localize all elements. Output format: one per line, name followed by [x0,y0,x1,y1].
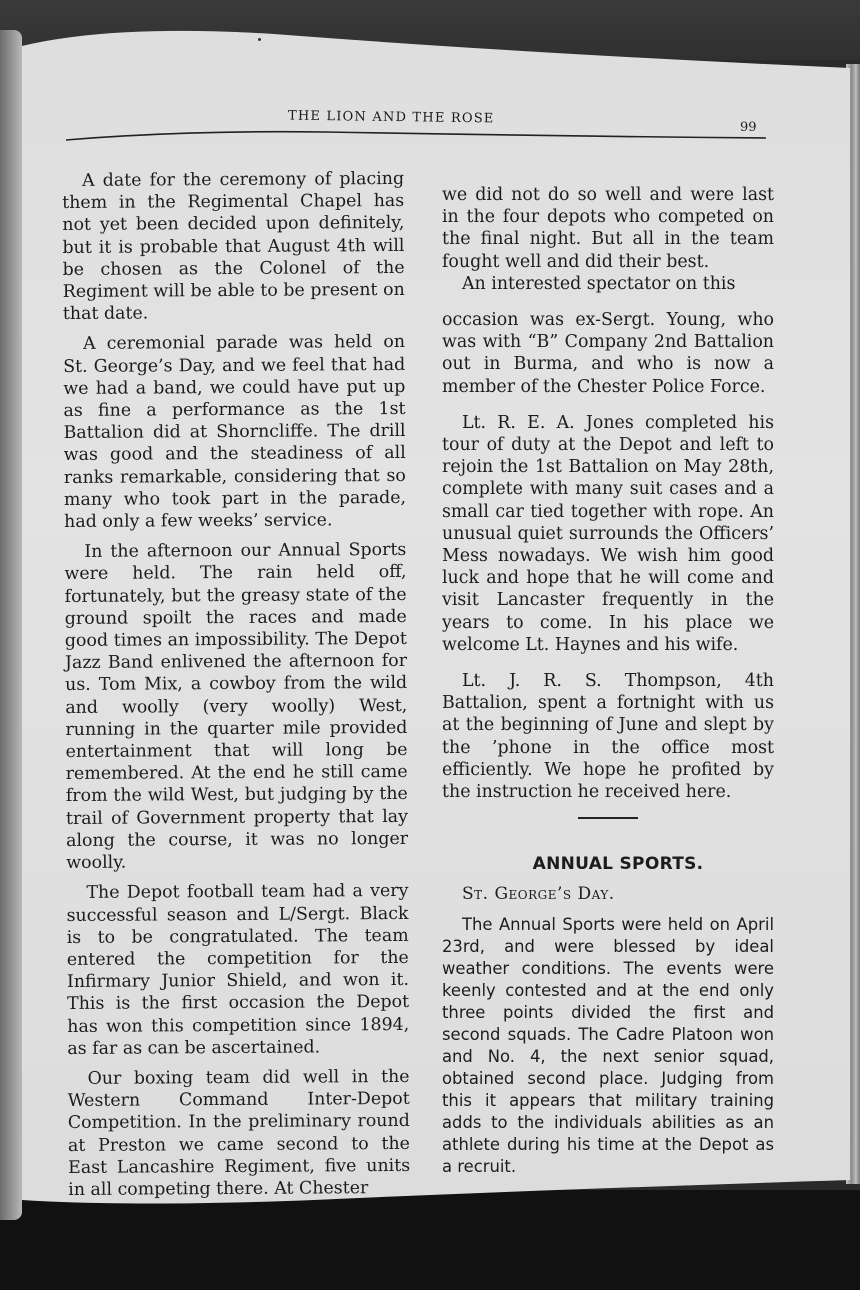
paragraph-annual-sports-afternoon: In the afternoon our Annual Sports were held. The rain held off, fortunately, but the greasy state of the ground spoilt the races and made good times an impossibility. The Depot Jazz Band enlivened the afternoon for us. Tom Mix, a cowboy from the wild and woolly (very woolly) West, running in the quarter mile provided entertainment that will long be remembered. At the end he still came from the wild West, but judging by the trail of Government property that lay along the course, it was no longer woolly. [64,540,409,874]
paragraph-boxing-continued: we did not do so well and were last in the four depots who competed on the final night. But all in the team fought well and did their best. [442,185,774,272]
paragraph-lt-jones: Lt. R. E. A. Jones completed his tour of duty at the Depot and left to rejoin the 1st Battalion on May 28th, complete with many suit cases and a small car tied together with rope. An unusual quiet surrounds the Officers’ Mess nowadays. We wish him good luck and hope that he will come and visit Lancaster frequently in the years to come. In his place we welcome Lt. Haynes and his wife. [442,412,774,655]
section-divider [578,817,638,819]
section-heading-annual-sports: ANNUAL SPORTS. [532,854,704,875]
left-page-edge [0,30,22,1220]
header-rule [66,128,766,142]
paragraph-spectator-start: An interested spectator on this [462,273,736,294]
sub-heading-st-georges-day: St. George’s Day. [462,884,615,905]
running-title: THE LION AND THE ROSE [287,108,495,127]
paragraph-annual-sports-results: The Annual Sports were held on April 23rd, and were blessed by ideal weather conditions. The events were keenly contested and at the end only three points divided the first and second squads. The Cadre Platoon won and No. 4, the next senior squad, obtained second place. Judging from this it appears that military training adds to the individuals abilities as an athlete during his time at the Depot as a recruit. [442,914,774,1176]
page-number: 99 [740,120,757,135]
paragraph-spectator-continued: occasion was ex-Sergt. Young, who was with “B” Company 2nd Battalion out in Burma, and who is now a member of the Chester Police Force. [442,310,774,397]
paragraph-lt-thompson: Lt. J. R. S. Thompson, 4th Battalion, spent a fortnight with us at the beginning of June and slept by the ’phone in the office most efficiently. We hope he profited by the instruction he received here. [442,671,774,803]
left-column [62,168,410,1209]
paragraph-ceremonial-parade: A ceremonial parade was held on St. George’s Day, and we feel that had we had a band, we could have put up as fine a performance as the 1st Battalion did at Shorncliffe. The drill was good and the steadiness of all ranks remarkable, considering that so many who took part in the parade, had only a few weeks’ service. [63,332,407,533]
paragraph-boxing-team: Our boxing team did well in the Western Command Inter-Depot Competition. In the preliminary round at Preston we came second to the East Lancashire Regiment, five units in all competing there. At Chester [67,1066,411,1200]
right-column [442,184,774,1186]
paragraph-chapel-date: A date for the ceremony of placing them in the Regimental Chapel has not yet been decided upon definitely, but it is probable that August 4th will be chosen as the Colonel of the Regiment will be able to be present on that date. [62,168,405,325]
paper-speck [258,38,261,41]
paragraph-football-team: The Depot football team had a very successful season and L/Sergt. Black is to be congratulated. The team entered the competition for the Infirmary Junior Shield, and won it. This is the first occasion the Depot has won this competition since 1894, as far as can be ascertained. [66,881,410,1059]
